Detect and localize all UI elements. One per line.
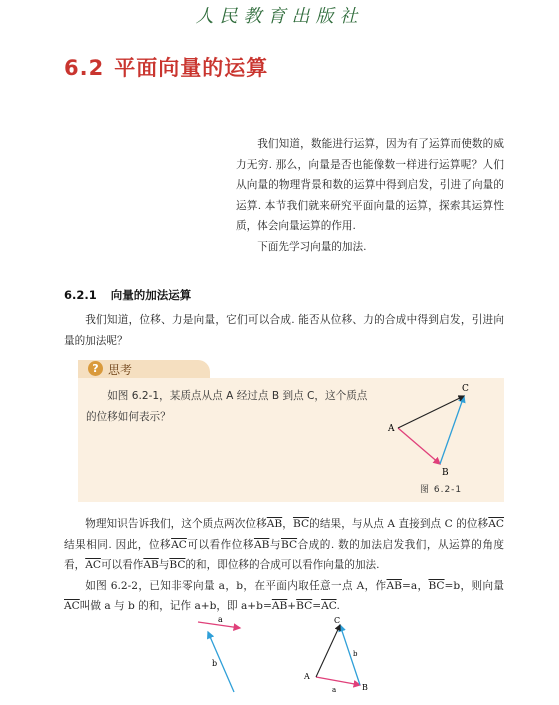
point-c-label: C [462,384,469,394]
subsection-heading [64,287,191,303]
subsection-title: 向量的加法运算 [110,288,192,302]
vector-ac-2 [316,625,340,677]
intro-text [236,134,504,257]
publisher-header: 人民教育出版社 [195,6,364,27]
point-b-label: B [362,683,368,692]
section-number: 6.2 [64,56,105,80]
paragraph-text: 物理知识告诉我们，这个质点两次位移$\overline{AB}$，$\overline{BC}$的结果，与从点 A 直接到点 C 的位移$\overline{AC}$结果相同. 因此，位移$\overline{AC}$可以看作位移$\overline{AB}$与$\overline{BC}$合成的. 数的加法启发我们，从运算的角度看，$\overline{AC}$可以看作$\overline{AB}$与$\overline{BC}$的和，即位移的合成可以看作向量的加法. [64,518,505,571]
point-c-label: C [334,616,341,625]
paragraph-explanation [64,514,504,617]
page-title [64,52,268,82]
point-a-label: A [388,424,395,434]
label-b-2: b [353,650,358,658]
paragraph-intro-addition [64,310,504,351]
subsection-number: 6.2.1 [64,288,97,302]
point-b-label: B [442,468,449,478]
intro-paragraph: 我们知道，数能进行运算，因为有了运算而使数的威力无穷. 那么，向量是否也能像数一样进行运算呢？人们从向量的物理背景和数的运算中得到启发，引进了向量的运算. 本节我们就来研究平面向量的运算，探索其运算性质，体会向量运算的作用. [236,138,504,232]
figure-6-2-2 [190,612,380,702]
think-text [86,386,370,427]
paragraph-text: 如图 6.2-2，已知非零向量 a，b，在平面内取任意一点 A，作$\overline{AB}=a$，$\overline{BC}=b$，则向量$\overline{AC}$叫做 a 与 b 的和，记作 a+b，即 $a+b=\overline{AB}+\overline{BC}=\overline{AC}$. [64,579,504,612]
point-a-label: A [304,672,310,681]
section-title-text: 平面向量的运算 [114,56,269,80]
label-b: b [212,659,218,668]
question-icon: ? [88,361,103,376]
figure-caption: 图 6.2-1 [420,485,463,495]
think-question: 如图 6.2-1，某质点从点 A 经过点 B 到点 C，这个质点的位移如何表示？ [86,390,368,423]
paragraph-text: 我们知道，位移、力是向量，它们可以合成. 能否从位移、力的合成中得到启发，引进向量的加法呢？ [64,314,504,347]
label-a-2: a [332,686,337,694]
figure-6-2-1 [380,380,490,480]
label-a: a [218,615,223,624]
vector-ab [398,428,440,464]
intro-paragraph: 下面先学习向量的加法. [257,240,367,253]
vector-ab-2 [316,677,360,685]
think-title: 思考 [108,363,133,377]
